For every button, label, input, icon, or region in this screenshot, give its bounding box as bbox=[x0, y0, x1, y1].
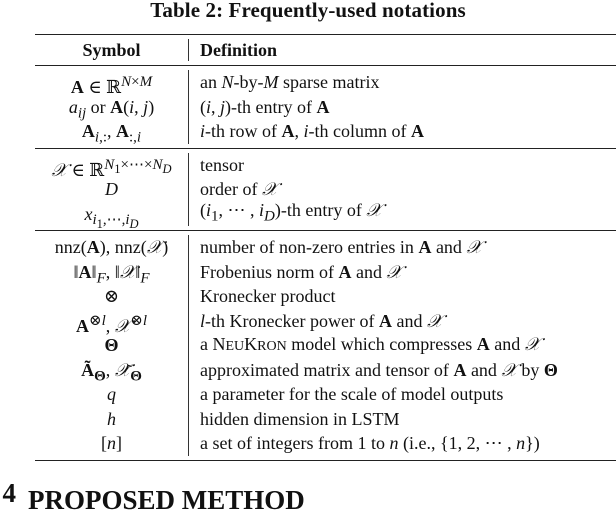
symbol-cell: D bbox=[35, 177, 189, 202]
table-group-matrix bbox=[35, 66, 616, 148]
definition-cell: tensor bbox=[200, 154, 244, 175]
symbol-cell: $Ã_\Theta$, $𝒳̃_\Theta$ bbox=[35, 358, 189, 383]
table-row bbox=[35, 382, 616, 407]
notation-table bbox=[35, 34, 616, 461]
table-row bbox=[35, 200, 616, 232]
symbol-cell: nnz(A), nnz(𝒳) bbox=[35, 235, 189, 260]
definition-cell: Kronecker product bbox=[200, 286, 336, 306]
symbol-cell: $‖A‖_F$, $‖𝒳‖_F$ bbox=[35, 260, 189, 285]
symbol-cell: ⊗ bbox=[35, 284, 189, 309]
section-number: 4 bbox=[2, 478, 16, 508]
table-row bbox=[35, 95, 616, 120]
table-group-other bbox=[35, 231, 616, 460]
table-row bbox=[35, 260, 616, 285]
table-row bbox=[35, 153, 616, 178]
definition-cell: order of 𝒳 bbox=[200, 179, 278, 199]
table-header-row bbox=[35, 35, 616, 65]
symbol-cell: A ∈ ℝ$^{N\times M}$ bbox=[35, 70, 189, 95]
definition-cell: number of non-zero entries in A and 𝒳 bbox=[200, 237, 482, 257]
definition-cell: Frobenius norm of A and 𝒳 bbox=[200, 261, 402, 282]
definition-cell: a set of integers from 1 to n (i.e., {1, 2, ⋯ , n}) bbox=[200, 433, 540, 453]
symbol-cell: q bbox=[35, 382, 189, 407]
table-group-tensor bbox=[35, 149, 616, 231]
table-row bbox=[35, 119, 616, 144]
symbol-cell: 𝒳 ∈ ℝ$^{N_1\times\cdots\times N_D}$ bbox=[35, 153, 189, 178]
table-bottom-rule bbox=[35, 460, 616, 461]
table-row bbox=[35, 309, 616, 334]
definition-cell: ($i_1$, ⋯ , $i_D)-th$ entry of 𝒳 bbox=[200, 200, 382, 225]
symbol-cell: [n] bbox=[35, 431, 189, 456]
section-title: PROPOSED METHOD bbox=[28, 485, 305, 515]
symbol-cell: $A_{i,:}$, $A_{:,i}$ bbox=[35, 119, 189, 144]
definition-cell: an N-by-M sparse matrix bbox=[200, 72, 380, 92]
header-definition: Definition bbox=[188, 39, 277, 61]
definition-cell: i-th row of A, i-th column of A bbox=[200, 121, 424, 141]
table-row bbox=[35, 358, 616, 383]
definition-cell: approximated matrix and tensor of A and 𝒳 by Θ bbox=[200, 359, 558, 380]
table-row bbox=[35, 407, 616, 432]
symbol-cell: h bbox=[35, 407, 189, 432]
header-symbol: Symbol bbox=[82, 39, 141, 60]
definition-cell: a parameter for the scale of model outputs bbox=[200, 384, 504, 404]
symbol-cell: Θ bbox=[35, 333, 189, 358]
symbol-cell: $A^{\otimes l}$, 𝒳$^{\otimes l}$ bbox=[35, 309, 189, 334]
definition-cell: (i, j)-th entry of A bbox=[200, 96, 330, 117]
symbol-cell: $x_{i_1,\cdots,i_D}$ bbox=[35, 202, 189, 227]
definition-cell: a NEUKRON model which compresses A and 𝒳 bbox=[200, 333, 541, 354]
table-row bbox=[35, 70, 616, 95]
definition-cell: hidden dimension in LSTM bbox=[200, 408, 400, 429]
table-row bbox=[35, 284, 616, 309]
section-heading bbox=[0, 478, 305, 516]
table-row bbox=[35, 431, 616, 456]
definition-cell: l-th Kronecker power of A and 𝒳 bbox=[200, 310, 443, 331]
table-row bbox=[35, 235, 616, 260]
table-row bbox=[35, 333, 616, 358]
table-caption: Table 2: Frequently-used notations bbox=[150, 0, 466, 22]
symbol-cell: $a_{ij}$ or A(i, j) bbox=[35, 95, 189, 120]
